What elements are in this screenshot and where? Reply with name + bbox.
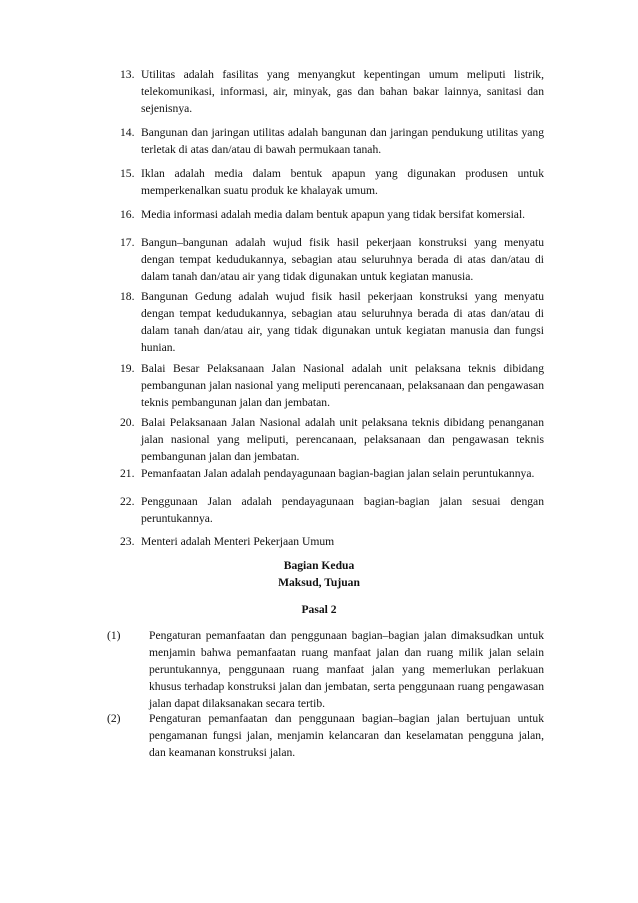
item-text: Bangunan dan jaringan utilitas adalah bangunan dan jaringan pendukung utilitas yang terletak di atas dan/atau di bawah permukaan tanah. [141,126,544,156]
definition-item [120,465,544,482]
definition-item [120,124,544,158]
definition-item [120,66,544,117]
item-number: 21. [120,467,135,480]
definition-item [120,288,544,356]
definition-item [120,165,544,199]
item-text: Bangunan Gedung adalah wujud fisik hasil pekerjaan konstruksi yang menyatu dengan tempat kedudukannya, sebagian atau seluruhnya berada di atas dan/atau di dalam tanah dan/atau air, yang tidak digunakan untuk kegiatan manusia dan fungsi hunian. [141,290,544,354]
item-number: 22. [120,495,135,508]
section-part-heading: Bagian Kedua [283,559,355,572]
item-number: 19. [120,362,135,375]
item-number: 18. [120,290,135,303]
item-number: 14. [120,126,135,139]
item-text: Media informasi adalah media dalam bentuk apapun yang tidak bersifat komersial. [141,208,526,221]
paragraph-text: Pengaturan pemanfaatan dan penggunaan bagian–bagian jalan dimaksudkan untuk menjamin bahwa pemanfaatan ruang manfaat jalan dan ruang milik jalan selain peruntukannya, penggunaan ruang manfaat jalan yang memerlukan perlakuan khusus terhadap konstruksi jalan dan jembatan, serta penggunaan ruang pengawasan jalan dapat dilaksanakan secara tertib. [149,629,544,710]
paragraph-number: (2) [107,712,121,725]
article-paragraph [107,710,544,761]
item-text: Pemanfaatan Jalan adalah pendayagunaan bagian-bagian jalan selain peruntukannya. [141,467,535,480]
item-text: Menteri adalah Menteri Pekerjaan Umum [141,535,335,548]
item-text: Iklan adalah media dalam bentuk apapun yang digunakan produsen untuk memperkenalkan suatu produk ke khalayak umum. [141,167,544,197]
item-text: Balai Besar Pelaksanaan Jalan Nasional adalah unit pelaksana teknis dibidang pembangunan jalan nasional yang meliputi perencanaan, pelaksanaan dan pengawasan teknis pembangunan jalan dan jembatan. [141,362,544,409]
section-title-heading: Maksud, Tujuan [278,576,360,589]
item-number: 15. [120,167,135,180]
item-number: 20. [120,416,135,429]
item-number: 13. [120,68,135,81]
paragraph-number: (1) [107,629,121,642]
item-number: 23. [120,535,135,548]
definition-item [120,206,544,223]
definition-item [120,493,544,527]
article-paragraph [107,627,544,712]
definition-item [120,533,544,550]
item-text: Bangun–bangunan adalah wujud fisik hasil pekerjaan konstruksi yang menyatu dengan tempat kedudukannya, sebagian atau seluruhnya berada di atas dan/atau di dalam tanah dan/atau air yang tidak digunakan untuk kegiatan manusia. [141,236,544,283]
definition-item [120,414,544,465]
item-text: Balai Pelaksanaan Jalan Nasional adalah unit pelaksana teknis dibidang penanganan jalan nasional yang meliputi, perencanaan, pelaksanaan dan pengawasan teknis pembangunan jalan dan jembatan. [141,416,544,463]
item-number: 17. [120,236,135,249]
article-heading: Pasal 2 [301,603,337,616]
item-text: Utilitas adalah fasilitas yang menyangkut kepentingan umum meliputi listrik, telekomunikasi, informasi, air, minyak, gas dan bahan bakar lainnya, sanitasi dan sejenisnya. [141,68,544,115]
definition-item [120,360,544,411]
item-number: 16. [120,208,135,221]
paragraph-text: Pengaturan pemanfaatan dan penggunaan bagian–bagian jalan bertujuan untuk pengamanan fungsi jalan, menjamin kelancaran dan keselamatan pengguna jalan, dan keamanan konstruksi jalan. [149,712,544,759]
item-text: Penggunaan Jalan adalah pendayagunaan bagian-bagian jalan sesuai dengan peruntukannya. [141,495,544,525]
definition-item [120,234,544,285]
